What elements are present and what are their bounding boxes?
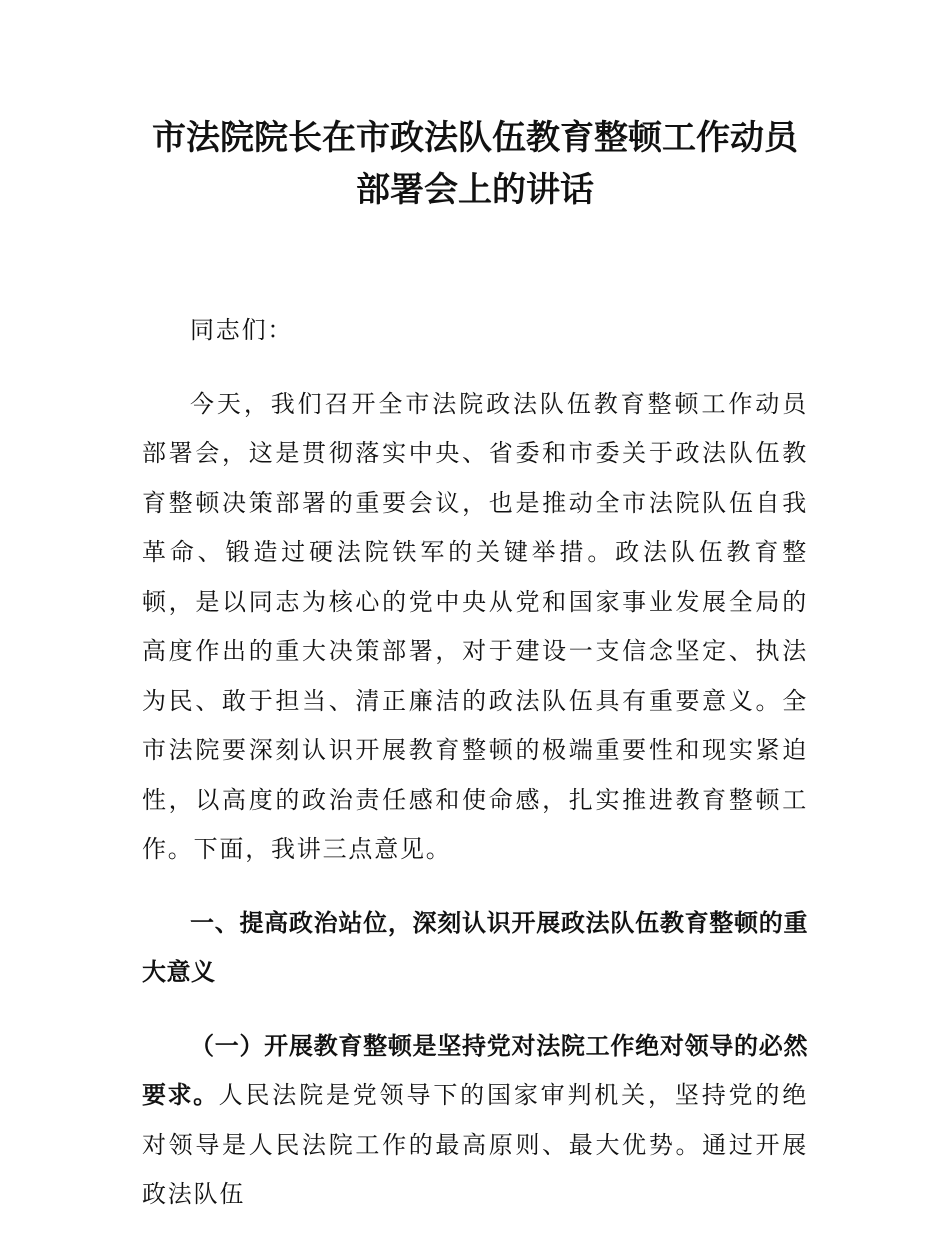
subsection-lead: （一）开展教育整顿是坚持党对法院工作绝对领导的必然要求。	[142, 1031, 808, 1109]
subsection-text: 人民法院是党领导下的国家审判机关，坚持党的绝对领导是人民法院工作的最高原则、最大优势。通过开展政法队伍	[142, 1081, 809, 1208]
salutation: 同志们：	[190, 316, 294, 344]
document-body	[142, 306, 808, 1244]
section-heading-1: 一、提高政治站位，深刻认识开展政法队伍教育整顿的重大意义	[142, 908, 808, 986]
title-line-2: 部署会上的讲话	[356, 170, 594, 210]
page-title	[0, 112, 950, 216]
intro-paragraph: 今天，我们召开全市法院政法队伍教育整顿工作动员部署会，这是贯彻落实中央、省委和市委关于政法队伍教育整顿决策部署的重要会议，也是推动全市法院队伍自我革命、锻造过硬法院铁军的关键举措。政法队伍教育整顿，是以同志为核心的党中央从党和国家事业发展全局的高度作出的重大决策部署，对于建设一支信念坚定、执法为民、敢于担当、清正廉洁的政法队伍具有重要意义。全市法院要深刻认识开展教育整顿的极端重要性和现实紧迫性，以高度的政治责任感和使命感，扎实推进教育整顿工作。下面，我讲三点意见。	[142, 389, 808, 863]
subsection-paragraph-1	[142, 1022, 808, 1220]
title-line-1: 市法院院长在市政法队伍教育整顿工作动员	[152, 118, 798, 158]
